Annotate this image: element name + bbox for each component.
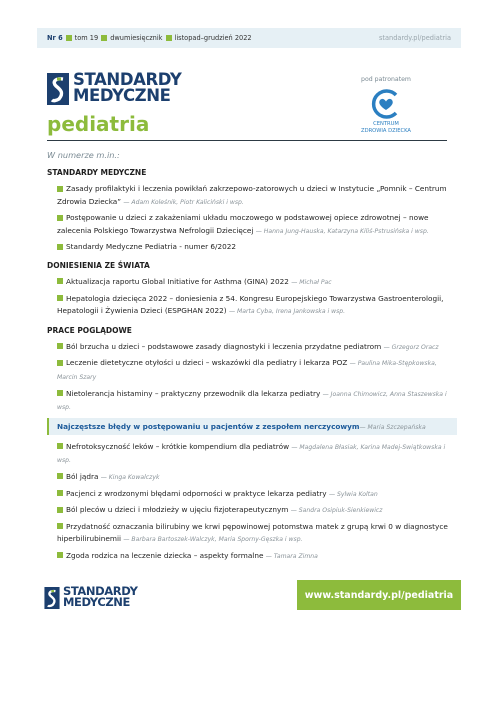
- bullet-icon: [57, 552, 63, 558]
- bullet-icon: [57, 473, 63, 479]
- bullet-icon: [57, 278, 63, 284]
- bullet-icon: [166, 35, 172, 41]
- list-item[interactable]: [47, 293, 457, 319]
- standardy-s-mark-icon: [44, 587, 60, 609]
- patron-name-line1: CENTRUM: [373, 121, 399, 127]
- list-item[interactable]: [47, 550, 457, 564]
- bullet-icon: [101, 35, 107, 41]
- logo-line2: MEDYCZNE: [73, 86, 171, 105]
- header-url[interactable]: standardy.pl/pediatria: [378, 34, 451, 42]
- highlighted-article[interactable]: [47, 418, 457, 435]
- bullet-icon: [57, 186, 63, 192]
- logo-line1: STANDARDY: [73, 70, 182, 89]
- item-title: Standardy Medyczne Pediatria - numer 6/2022: [66, 242, 237, 252]
- table-of-contents: [47, 150, 457, 566]
- volume: tom 19: [74, 34, 99, 42]
- item-title: Ból brzucha u dzieci – podstawowe zasady diagnostyki i leczenia przydatne pediatrom: [66, 341, 382, 351]
- bullet-icon: [57, 295, 63, 301]
- bullet-icon: [57, 507, 63, 513]
- heart-c-logo-icon: [371, 89, 401, 119]
- item-authors: — Barbara Bartoszek-Walczyk, Maria Sporny-Gęszka i wsp.: [123, 536, 303, 544]
- item-authors: — Hanna Jung-Hauska, Katarzyna Kiliś-Pstrusińska i wsp.: [255, 227, 429, 235]
- item-title: Przydatność oznaczania bilirubiny we krwi pępowinowej potomstwa matek z grupą krwi 0 w diagnostyce hiperbilirubinemii: [57, 521, 448, 544]
- bullet-icon: [57, 443, 63, 449]
- highlight-title: Najczęstsze błędy w postępowaniu u pacjentów z zespołem nerczycowym: [57, 421, 360, 431]
- list-item[interactable]: [47, 276, 457, 290]
- intro-text: W numerze m.in.:: [47, 150, 120, 160]
- footer-url-link[interactable]: www.standardy.pl/pediatria: [297, 580, 461, 610]
- patron-name-line2: ZDROWIA DZIECKA: [361, 127, 411, 134]
- item-authors: — Magdalena Błasiak, Karina Madej-Swiątkowska i wsp.: [57, 443, 446, 465]
- list-item[interactable]: [47, 388, 457, 415]
- list-item[interactable]: [47, 521, 457, 547]
- item-title: Pacjenci z wrodzonymi błędami odporności w praktyce lekarza pediatry: [66, 488, 327, 498]
- list-item[interactable]: [47, 183, 457, 209]
- section-title: STANDARDY MEDYCZNE: [47, 168, 147, 177]
- issue-info-bar: [37, 28, 461, 48]
- item-authors: — Tamara Zimna: [265, 552, 318, 560]
- standardy-s-mark-icon: [47, 73, 69, 105]
- item-title: Ból pleców u dzieci i młodzieży w ujęciu fizjoterapeutycznym: [66, 505, 289, 515]
- section-title: DONIESIENIA ZE ŚWIATA: [47, 260, 150, 270]
- bullet-icon: [57, 360, 63, 366]
- logo-text: [73, 72, 181, 104]
- section-title: PRACE POGLĄDOWE: [47, 325, 132, 335]
- item-title: Zgoda rodzica na leczenie dziecka – aspekty formalne: [66, 550, 264, 560]
- footer-logo-line1: STANDARDY: [63, 584, 138, 598]
- bullet-icon: [66, 35, 72, 41]
- list-item[interactable]: [47, 504, 457, 518]
- item-title: Nefrotoksyczność leków – krótkie kompendium dla pediatrów: [66, 441, 290, 451]
- list-item[interactable]: [47, 241, 457, 254]
- item-authors: — Sandra Osipiuk-Sienkiewicz: [290, 507, 383, 515]
- patron-block: [358, 76, 414, 134]
- item-authors: — Kinga Kowalczyk: [100, 473, 160, 481]
- bullet-icon: [57, 390, 63, 396]
- item-title: Ból jądra: [66, 471, 99, 481]
- header-divider: [47, 140, 447, 141]
- bullet-icon: [57, 490, 63, 496]
- list-item[interactable]: [47, 212, 457, 238]
- patron-label: pod patronatem: [361, 76, 411, 83]
- item-title: Leczenie dietetyczne otyłości u dzieci – wskazówki dla pediatry i lekarza POZ: [66, 358, 348, 368]
- item-authors: — Paulina Mika-Stępkowska, Marcin Szary: [57, 360, 437, 381]
- frequency: dwumiesięcznik: [110, 34, 163, 42]
- list-item[interactable]: [47, 471, 457, 485]
- item-authors: — Adam Koleśnik, Piotr Kaliciński i wsp.: [123, 198, 244, 206]
- journal-title: pediatria: [47, 112, 150, 136]
- item-authors: — Michał Pac: [291, 278, 332, 286]
- period: listopad–grudzień 2022: [174, 34, 252, 42]
- highlight-authors: — Maria Szczepańska: [359, 423, 426, 431]
- list-item[interactable]: [47, 488, 457, 502]
- bullet-icon: [57, 215, 63, 221]
- item-title: Postępowanie u dzieci z zakażeniami układu moczowego w podstawowej opiece zdrowotnej – nowe zalecenia Polskiego Towarzystwa Nefrologii Dziecięcej: [57, 213, 429, 235]
- bullet-icon: [57, 343, 63, 349]
- item-authors: — Grzegorz Oracz: [383, 343, 439, 351]
- list-item[interactable]: [47, 341, 457, 355]
- item-authors: — Joanna Chimowicz, Anna Staszewska i wsp.: [57, 390, 447, 412]
- item-title: Aktualizacja raportu Global Initiative for Asthma (GINA) 2022: [66, 276, 289, 286]
- item-title: Nietolerancja histaminy – praktyczny przewodnik dla lekarza pediatry: [66, 388, 321, 398]
- bullet-icon: [57, 523, 63, 529]
- bullet-icon: [57, 244, 63, 250]
- item-title: Hepatologia dziecięca 2022 – doniesienia z 54. Kongresu Europejskiego Towarzystwa Gastroenterologii, Hepatologii i Żywienia Dzieci (ESPGHAN 2022): [57, 293, 444, 316]
- item-authors: — Sylwia Koltan: [328, 490, 378, 498]
- footer-logo-text: [63, 586, 138, 608]
- issue-number: Nr 6: [47, 34, 63, 42]
- list-item[interactable]: [47, 441, 457, 468]
- footer-logo-line2: MEDYCZNE: [63, 595, 130, 609]
- item-title: Zasady profilaktyki i leczenia powikłań zakrzepowo-zatorowych u dzieci w Instytucie „Pomnik – Centrum Zdrowia Dziecka”: [57, 184, 447, 206]
- item-authors: — Marta Cyba, Irena Jankowska i wsp.: [228, 308, 346, 316]
- list-item[interactable]: [47, 357, 457, 384]
